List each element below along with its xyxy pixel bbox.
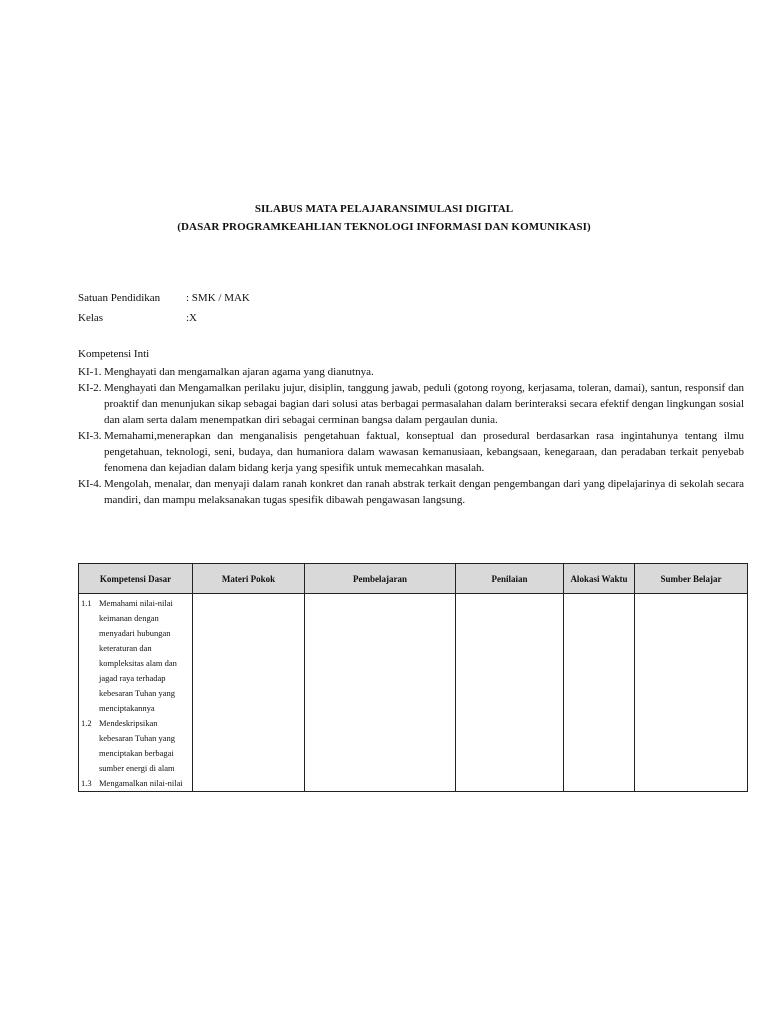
cell-pembelajaran [305,594,456,792]
header-alokasi-waktu: Alokasi Waktu [564,564,635,594]
ki-text: Memahami,menerapkan dan menganalisis pengetahuan faktual, konseptual dan prosedural berdasarkan rasa ingintahunya tentang ilmu pengetahuan, teknologi, seni, budaya, dan humaniora dalam wawasan kemanusiaan, kebangsaan, kenegaraan, dan peradaban terkait penyebab fenomena dan kejadian dalam bidang kerja yang spesifik untuk memecahkan masalah. [104,430,744,474]
kd-text: Mengamalkan nilai-nilai [99,778,183,788]
header-kompetensi-dasar: Kompetensi Dasar [79,564,193,594]
cell-penilaian [456,594,564,792]
satuan-label: Satuan Pendidikan [78,292,161,304]
ki-text: Mengolah, menalar, dan menyaji dalam ranah konkret dan ranah abstrak terkait dengan pengembangan dari yang dipelajarinya di sekolah secara mandiri, dan mampu melaksanakan tugas spesifik dibawah pengawasan langsung. [104,478,744,506]
cell-alokasi-waktu [564,594,635,792]
cell-sumber-belajar [635,594,748,792]
kd-num: 1.3 [81,778,92,788]
kelas-label: Kelas [78,312,104,324]
header-materi-pokok: Materi Pokok [193,564,305,594]
ki-item [78,380,744,428]
kd-num: 1.2 [81,718,92,728]
ki-text: Menghayati dan mengamalkan ajaran agama yang dianutnya. [104,366,374,378]
header-sumber-belajar: Sumber Belajar [635,564,748,594]
kompetensi-inti-heading: Kompetensi Inti [78,348,150,360]
kd-text: Memahami nilai-nilai keimanan dengan menyadari hubungan keteraturan dan kompleksitas alam dan jagad raya terhadap kebesaran Tuhan yang menciptakannya [99,598,177,713]
kd-text: Mendeskripsikan kebesaran Tuhan yang menciptakan berbagai sumber energi di alam [99,718,176,773]
kd-num: 1.1 [81,598,92,608]
document-title: SILABUS MATA PELAJARANSIMULASI DIGITAL [254,203,514,215]
ki-item [78,476,744,508]
header-pembelajaran: Pembelajaran [305,564,456,594]
kd-list [79,594,192,791]
ki-code: KI-2. [78,382,102,394]
ki-code: KI-4. [78,478,102,490]
kd-item [79,596,192,716]
document-subtitle: (DASAR PROGRAMKEAHLIAN TEKNOLOGI INFORMASI DAN KOMUNIKASI) [177,221,591,233]
kd-item [79,716,192,776]
header-penilaian: Penilaian [456,564,564,594]
table-header-row [79,564,748,594]
table-row [79,594,748,792]
ki-item [78,428,744,476]
ki-item [78,364,744,380]
satuan-value: : SMK / MAK [186,292,250,304]
ki-code: KI-3. [78,430,102,442]
meta-kelas [78,312,197,324]
kelas-value: :X [186,312,197,324]
cell-materi-pokok [193,594,305,792]
meta-satuan-pendidikan [78,292,250,304]
kd-item [79,776,192,791]
ki-code: KI-1. [78,366,102,378]
kompetensi-inti-list [78,364,744,508]
ki-text: Menghayati dan Mengamalkan perilaku jujur, disiplin, tanggung jawab, peduli (gotong royong, kerjasama, toleran, damai), santun, responsif dan proaktif dan menunjukan sikap sebagai bagian dari solusi atas berbagai permasalahan dalam berinteraksi secara efektif dengan lingkungan sosial dan alam serta dalam menempatkan diri sebagai cerminan bangsa dalam pergaulan dunia. [104,382,744,426]
cell-kompetensi-dasar [79,594,193,792]
silabus-table [78,563,748,792]
